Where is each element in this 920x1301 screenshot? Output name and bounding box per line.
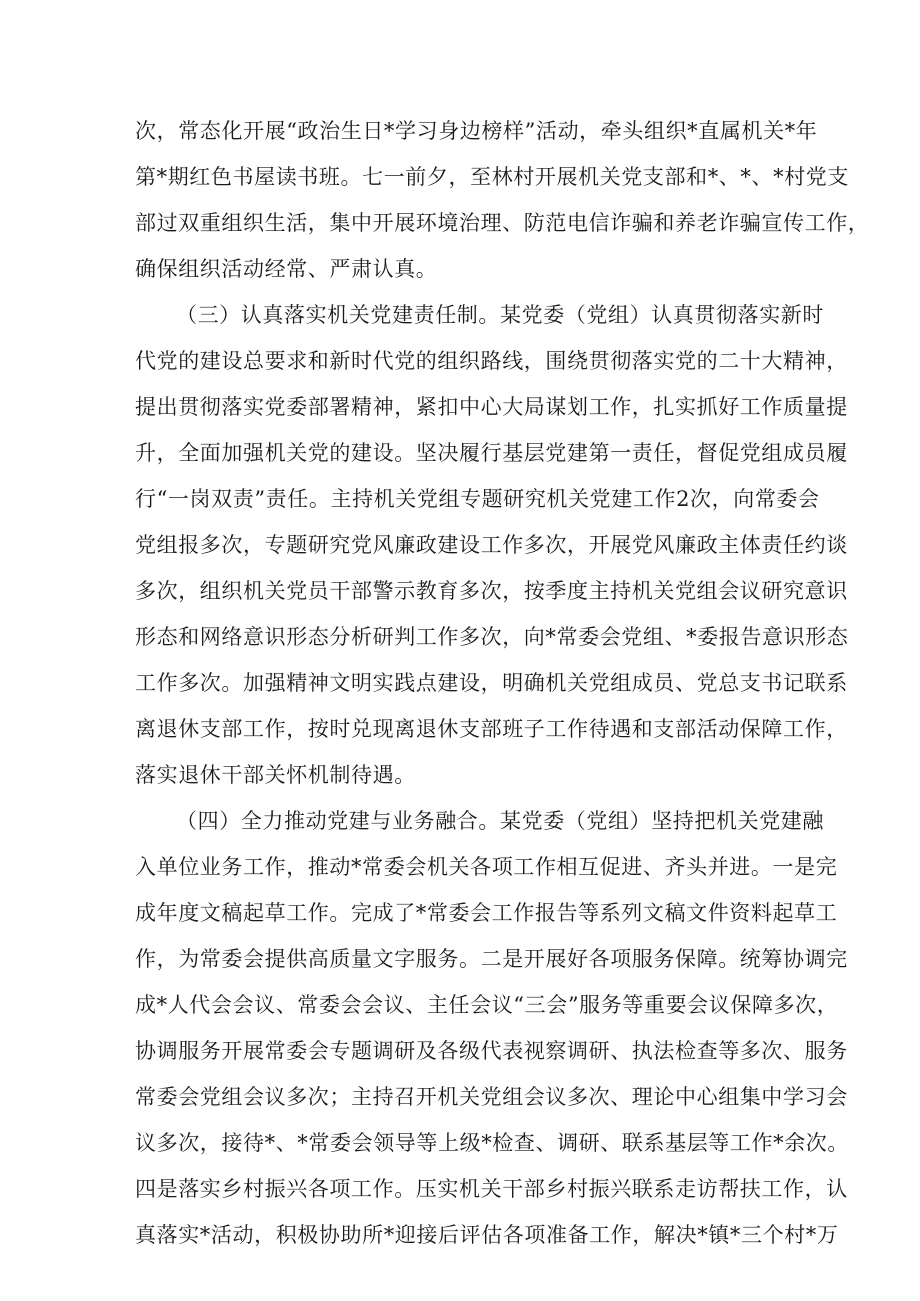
text-line: 行“一岗双责”责任。主持机关党组专题研究机关党建工作2次，向常委会 (135, 487, 820, 511)
text-line: 成*人代会会议、常委会会议、主任会议“三会”服务等重要会议保障多次， (135, 993, 839, 1017)
text-line: 议多次，接待*、*常委会领导等上级*检查、调研、联系基层等工作*余次。 (135, 1131, 849, 1155)
text-line: 第*期红色书屋读书班。七一前夕，至林村开展机关党支部和*、*、*村党支 (135, 165, 849, 189)
text-line: 升，全面加强机关党的建设。坚决履行基层党建第一责任，督促党组成员履 (135, 441, 848, 465)
text-line: 离退休支部工作，按时兑现离退休支部班子工作待遇和支部活动保障工作， (135, 717, 848, 741)
text-line: 多次，组织机关党员干部警示教育多次，按季度主持机关党组会议研究意识 (135, 579, 848, 603)
paragraph-heading-four: （四）全力推动党建与业务融合。某党委（党组）坚持把机关党建融 (176, 809, 824, 833)
paragraph-heading-three: （三）认真落实机关党建责任制。某党委（党组）认真贯彻落实新时 (176, 303, 824, 327)
text-line: 形态和网络意识形态分析研判工作多次，向*常委会党组、*委报告意识形态 (135, 625, 849, 649)
text-line: 作，为常委会提供高质量文字服务。二是开展好各项服务保障。统筹协调完 (135, 947, 848, 971)
text-line: 入单位业务工作，推动*常委会机关各项工作相互促进、齐头并进。一是完 (135, 855, 838, 879)
text-line: 落实退休干部关怀机制待遇。 (135, 763, 416, 787)
text-line: 提出贯彻落实党委部署精神，紧扣中心大局谋划工作，扎实抓好工作质量提 (135, 395, 848, 419)
text-line: 工作多次。加强精神文明实践点建设，明确机关党组成员、党总支书记联系 (135, 671, 848, 695)
text-line: 代党的建设总要求和新时代党的组织路线，围绕贯彻落实党的二十大精神， (135, 349, 848, 373)
text-line: 常委会党组会议多次；主持召开机关党组会议多次、理论中心组集中学习会 (135, 1085, 848, 1109)
text-line: 党组报多次，专题研究党风廉政建设工作多次，开展党风廉政主体责任约谈 (135, 533, 848, 557)
text-line: 部过双重组织生活，集中开展环境治理、防范电信诈骗和养老诈骗宣传工作， (135, 211, 870, 235)
text-line: 成年度文稿起草工作。完成了*常委会工作报告等系列文稿文件资料起草工 (135, 901, 838, 925)
text-line: 确保组织活动经常、严肃认真。 (135, 257, 438, 281)
text-line: 次，常态化开展“政治生日*学习身边榜样”活动，牵头组织*直属机关*年 (135, 119, 818, 143)
text-line: 四是落实乡村振兴各项工作。压实机关干部乡村振兴联系走访帮扶工作，认 (135, 1177, 848, 1201)
text-line: 协调服务开展常委会专题调研及各级代表视察调研、执法检查等多次、服务 (135, 1039, 848, 1063)
text-line: 真落实*活动，积极协助所*迎接后评估各项准备工作，解决*镇*三个村*万 (135, 1223, 839, 1247)
